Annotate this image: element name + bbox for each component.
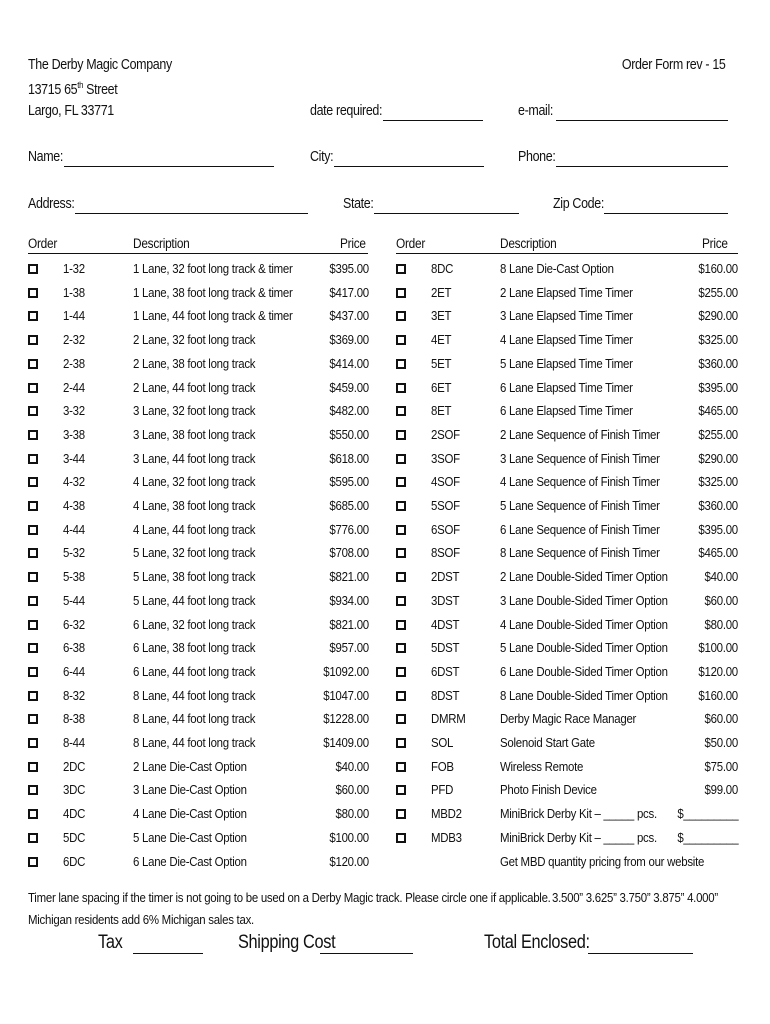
item-price: $325.00 [698, 474, 738, 490]
table-row [0, 664, 770, 688]
item-price: $40.00 [335, 758, 369, 774]
form-title: Order Form rev - 15 [622, 57, 726, 73]
city-label: City: [310, 149, 334, 165]
item-price: $160.00 [698, 261, 738, 276]
total-line[interactable] [588, 953, 693, 954]
item-price: $369.00 [329, 332, 369, 348]
table-row [0, 830, 770, 854]
shipping-label: Shipping Cost [238, 932, 336, 953]
item-price: $821.00 [329, 616, 369, 632]
table-row [0, 522, 770, 546]
order-checkbox[interactable] [396, 406, 406, 416]
item-code: 1-44 [63, 308, 85, 324]
item-price: $821.00 [329, 569, 369, 585]
item-code: 8-32 [63, 687, 85, 703]
zip-label: Zip Code: [553, 196, 604, 212]
item-code: 4-44 [63, 521, 85, 537]
item-price: $685.00 [329, 498, 369, 513]
right-order-header: Order [396, 236, 426, 251]
order-checkbox[interactable] [28, 691, 38, 701]
item-price: $99.00 [704, 782, 738, 798]
item-price: $120.00 [329, 853, 369, 869]
item-code: 2SOF [431, 426, 460, 442]
order-checkbox[interactable] [396, 572, 406, 582]
item-price: $934.00 [329, 592, 369, 608]
item-description: 3 Lane Elapsed Time Timer [500, 308, 633, 324]
item-code: 3SOF [431, 450, 460, 466]
item-description: 4 Lane, 32 foot long track [133, 474, 256, 490]
item-price: $_________ [677, 806, 738, 822]
item-price: $255.00 [698, 284, 738, 300]
order-checkbox[interactable] [396, 454, 406, 464]
item-description: 4 Lane Die-Cast Option [133, 806, 247, 822]
left-header-rule [28, 253, 368, 254]
tax-note: Michigan residents add 6% Michigan sales tax. [28, 912, 254, 927]
order-checkbox[interactable] [28, 572, 38, 582]
table-row [0, 427, 770, 451]
item-description: 2 Lane, 32 foot long track [133, 332, 256, 348]
item-code: 2DST [431, 569, 460, 585]
order-checkbox[interactable] [28, 454, 38, 464]
item-description: Solenoid Start Gate [500, 735, 595, 750]
item-price: $325.00 [698, 332, 738, 348]
item-code: 6DC [63, 853, 86, 869]
total-label: Total Enclosed: [484, 932, 590, 953]
table-row [0, 617, 770, 641]
spacing-note: Timer lane spacing if the timer is not going to be used on a Derby Magic track. Please circle one if applicable. [28, 890, 551, 905]
item-description: 3 Lane, 38 foot long track [133, 426, 256, 442]
item-code: SOL [431, 735, 454, 750]
order-checkbox[interactable] [28, 809, 38, 819]
order-checkbox[interactable] [396, 738, 406, 748]
table-row [0, 640, 770, 664]
street-sup: th [77, 80, 84, 90]
item-code: MDB3 [431, 829, 462, 845]
name-line[interactable] [64, 166, 274, 167]
item-code: 3-32 [63, 403, 85, 419]
item-code: 2DC [63, 758, 86, 774]
item-code: 8-44 [63, 735, 85, 750]
item-code: 2-38 [63, 355, 85, 371]
item-code: 4DC [63, 806, 86, 822]
order-checkbox[interactable] [28, 311, 38, 321]
item-code: 5-38 [63, 569, 85, 585]
item-code: 2ET [431, 284, 452, 300]
item-code: 4SOF [431, 474, 460, 490]
item-price: $360.00 [698, 355, 738, 371]
table-row [0, 759, 770, 783]
table-row [0, 380, 770, 404]
order-checkbox[interactable] [396, 359, 406, 369]
item-code: 8DST [431, 687, 460, 703]
item-code: DMRM [431, 711, 466, 727]
street-name: Street [83, 81, 118, 98]
table-row [0, 854, 770, 878]
item-code: 8-38 [63, 711, 85, 727]
order-checkbox[interactable] [28, 596, 38, 606]
item-code: MBD2 [431, 806, 462, 822]
order-checkbox[interactable] [28, 667, 38, 677]
item-code: 6ET [431, 379, 452, 395]
date-required-line[interactable] [383, 120, 483, 121]
item-description: 6 Lane, 32 foot long track [133, 616, 256, 632]
right-price-header: Price [702, 236, 728, 251]
date-required-label: date required: [310, 103, 383, 119]
item-price: $255.00 [698, 426, 738, 442]
table-row [0, 356, 770, 380]
item-description: 8 Lane, 44 foot long track [133, 687, 256, 703]
item-description: 4 Lane, 38 foot long track [133, 498, 256, 513]
item-code: FOB [431, 758, 454, 774]
order-checkbox[interactable] [28, 335, 38, 345]
item-description: 5 Lane Elapsed Time Timer [500, 355, 633, 371]
order-checkbox[interactable] [28, 762, 38, 772]
item-price: $80.00 [335, 806, 369, 822]
order-checkbox[interactable] [396, 335, 406, 345]
company-name: The Derby Magic Company [28, 57, 172, 73]
item-description: 8 Lane, 44 foot long track [133, 735, 256, 750]
tax-line[interactable] [133, 953, 203, 954]
item-description: 3 Lane, 32 foot long track [133, 403, 256, 419]
item-description: 6 Lane Elapsed Time Timer [500, 379, 633, 395]
item-code: 3-38 [63, 426, 85, 442]
order-checkbox[interactable] [28, 833, 38, 843]
company-street [28, 80, 117, 98]
city-line[interactable] [334, 166, 484, 167]
order-checkbox[interactable] [396, 809, 406, 819]
item-price: $1092.00 [323, 663, 369, 679]
item-description: 5 Lane, 38 foot long track [133, 569, 256, 585]
item-description: Photo Finish Device [500, 782, 597, 798]
email-label: e-mail: [518, 103, 554, 119]
order-checkbox[interactable] [28, 383, 38, 393]
item-price: $618.00 [329, 450, 369, 466]
item-description: 2 Lane Elapsed Time Timer [500, 284, 633, 300]
item-description: Derby Magic Race Manager [500, 711, 637, 727]
order-checkbox[interactable] [28, 548, 38, 558]
address-label: Address: [28, 196, 75, 212]
item-description: Get MBD quantity pricing from our website [500, 853, 705, 869]
order-checkbox[interactable] [28, 738, 38, 748]
item-price: $50.00 [704, 735, 738, 750]
item-description: 2 Lane Die-Cast Option [133, 758, 247, 774]
left-price-header: Price [340, 236, 366, 251]
order-checkbox[interactable] [28, 620, 38, 630]
item-code: 5ET [431, 355, 452, 371]
item-price: $550.00 [329, 426, 369, 442]
item-price: $482.00 [329, 403, 369, 419]
item-price: $120.00 [698, 663, 738, 679]
order-checkbox[interactable] [28, 643, 38, 653]
phone-label: Phone: [518, 149, 556, 165]
item-price: $957.00 [329, 640, 369, 656]
item-description: 6 Lane, 44 foot long track [133, 663, 256, 679]
item-price: $100.00 [698, 640, 738, 656]
order-checkbox[interactable] [28, 857, 38, 867]
order-checkbox[interactable] [28, 785, 38, 795]
table-row [0, 474, 770, 498]
order-checkbox[interactable] [396, 596, 406, 606]
item-description: MiniBrick Derby Kit – _____ pcs. [500, 829, 657, 845]
item-description: 1 Lane, 32 foot long track & timer [133, 261, 293, 276]
item-code: 2-32 [63, 332, 85, 348]
item-description: 4 Lane, 44 foot long track [133, 521, 256, 537]
order-checkbox[interactable] [396, 620, 406, 630]
item-description: 5 Lane Sequence of Finish Timer [500, 498, 660, 513]
order-checkbox[interactable] [396, 691, 406, 701]
state-line[interactable] [374, 213, 519, 214]
item-price: $60.00 [704, 711, 738, 727]
table-row [0, 285, 770, 309]
name-label: Name: [28, 149, 64, 165]
table-row [0, 569, 770, 593]
item-price: $708.00 [329, 545, 369, 561]
item-price: $100.00 [329, 829, 369, 845]
item-description: 8 Lane Sequence of Finish Timer [500, 545, 660, 561]
order-checkbox[interactable] [396, 667, 406, 677]
item-description: 6 Lane Double-Sided Timer Option [500, 663, 668, 679]
table-row [0, 261, 770, 285]
item-price: $776.00 [329, 521, 369, 537]
item-code: 3-44 [63, 450, 85, 466]
table-row [0, 403, 770, 427]
item-price: $290.00 [698, 450, 738, 466]
item-code: 6SOF [431, 521, 460, 537]
company-city-line: Largo, FL 33771 [28, 103, 114, 119]
tax-label: Tax [98, 932, 123, 953]
order-checkbox[interactable] [396, 714, 406, 724]
order-checkbox[interactable] [396, 833, 406, 843]
table-row [0, 545, 770, 569]
item-code: 4-32 [63, 474, 85, 490]
order-checkbox[interactable] [396, 311, 406, 321]
item-code: 6-38 [63, 640, 85, 656]
item-code: 5DST [431, 640, 460, 656]
order-checkbox[interactable] [396, 548, 406, 558]
item-code: 5SOF [431, 498, 460, 513]
item-code: PFD [431, 782, 454, 798]
item-price: $437.00 [329, 308, 369, 324]
item-price: $360.00 [698, 498, 738, 513]
item-code: 5-44 [63, 592, 85, 608]
item-description: 4 Lane Sequence of Finish Timer [500, 474, 660, 490]
item-code: 5DC [63, 829, 86, 845]
item-price: $160.00 [698, 687, 738, 703]
item-code: 6-44 [63, 663, 85, 679]
order-checkbox[interactable] [28, 501, 38, 511]
item-price: $459.00 [329, 379, 369, 395]
zip-line[interactable] [604, 213, 728, 214]
item-description: 2 Lane Sequence of Finish Timer [500, 426, 660, 442]
item-code: 3ET [431, 308, 452, 324]
left-description-header: Description [133, 236, 190, 251]
item-code: 4-38 [63, 498, 85, 513]
item-code: 2-44 [63, 379, 85, 395]
order-checkbox[interactable] [396, 785, 406, 795]
order-checkbox[interactable] [396, 288, 406, 298]
table-row [0, 593, 770, 617]
item-price: $75.00 [704, 758, 738, 774]
street-number: 13715 65 [28, 81, 78, 98]
item-description: 5 Lane, 44 foot long track [133, 592, 256, 608]
order-checkbox[interactable] [396, 383, 406, 393]
item-description: 6 Lane, 38 foot long track [133, 640, 256, 656]
item-code: 8DC [431, 261, 454, 276]
item-price: $1047.00 [323, 687, 369, 703]
right-header-rule [396, 253, 738, 254]
table-row [0, 735, 770, 759]
item-description: 8 Lane Die-Cast Option [500, 261, 614, 276]
order-checkbox[interactable] [396, 477, 406, 487]
left-order-header: Order [28, 236, 58, 251]
table-row [0, 308, 770, 332]
item-price: $1228.00 [323, 711, 369, 727]
item-price: $40.00 [704, 569, 738, 585]
item-price: $395.00 [698, 521, 738, 537]
right-description-header: Description [500, 236, 557, 251]
spacing-options[interactable]: 3.500” 3.625” 3.750” 3.875” 4.000” [552, 890, 718, 905]
item-code: 8SOF [431, 545, 460, 561]
address-line[interactable] [75, 213, 308, 214]
order-checkbox[interactable] [28, 406, 38, 416]
shipping-line[interactable] [320, 953, 413, 954]
item-price: $395.00 [698, 379, 738, 395]
item-description: 5 Lane Double-Sided Timer Option [500, 640, 668, 656]
item-description: 6 Lane Elapsed Time Timer [500, 403, 633, 419]
item-price: $414.00 [329, 355, 369, 371]
item-code: 4ET [431, 332, 452, 348]
order-checkbox[interactable] [28, 525, 38, 535]
item-code: 5-32 [63, 545, 85, 561]
table-row [0, 451, 770, 475]
table-row [0, 711, 770, 735]
order-checkbox[interactable] [28, 288, 38, 298]
order-checkbox[interactable] [396, 264, 406, 274]
order-checkbox[interactable] [28, 430, 38, 440]
item-description: 2 Lane, 38 foot long track [133, 355, 256, 371]
item-description: 5 Lane, 32 foot long track [133, 545, 256, 561]
item-code: 1-38 [63, 284, 85, 300]
item-price: $395.00 [329, 261, 369, 276]
item-description: 8 Lane Double-Sided Timer Option [500, 687, 668, 703]
item-code: 8ET [431, 403, 452, 419]
item-price: $60.00 [335, 782, 369, 798]
order-checkbox[interactable] [28, 477, 38, 487]
item-code: 4DST [431, 616, 460, 632]
item-description: 3 Lane Double-Sided Timer Option [500, 592, 668, 608]
item-price: $1409.00 [323, 735, 369, 750]
table-row [0, 806, 770, 830]
state-label: State: [343, 196, 374, 212]
item-description: 1 Lane, 44 foot long track & timer [133, 308, 293, 324]
order-checkbox[interactable] [396, 501, 406, 511]
item-code: 1-32 [63, 261, 85, 276]
table-row [0, 688, 770, 712]
item-description: 1 Lane, 38 foot long track & timer [133, 284, 293, 300]
item-code: 6DST [431, 663, 460, 679]
item-description: Wireless Remote [500, 758, 584, 774]
order-checkbox[interactable] [396, 430, 406, 440]
item-description: 2 Lane Double-Sided Timer Option [500, 569, 668, 585]
item-price: $_________ [677, 829, 738, 845]
item-description: MiniBrick Derby Kit – _____ pcs. [500, 806, 657, 822]
order-checkbox[interactable] [28, 714, 38, 724]
item-description: 4 Lane Elapsed Time Timer [500, 332, 633, 348]
item-code: 3DST [431, 592, 460, 608]
table-row [0, 332, 770, 356]
item-description: 2 Lane, 44 foot long track [133, 379, 256, 395]
item-price: $595.00 [329, 474, 369, 490]
order-checkbox[interactable] [396, 643, 406, 653]
email-line[interactable] [556, 120, 728, 121]
order-checkbox[interactable] [28, 359, 38, 369]
item-description: 4 Lane Double-Sided Timer Option [500, 616, 668, 632]
item-price: $60.00 [704, 592, 738, 608]
item-price: $465.00 [698, 403, 738, 419]
item-price: $290.00 [698, 308, 738, 324]
order-checkbox[interactable] [396, 525, 406, 535]
item-description: 5 Lane Die-Cast Option [133, 829, 247, 845]
phone-line[interactable] [556, 166, 728, 167]
item-code: 6-32 [63, 616, 85, 632]
table-row [0, 498, 770, 522]
item-price: $417.00 [329, 284, 369, 300]
item-price: $80.00 [704, 616, 738, 632]
item-price: $465.00 [698, 545, 738, 561]
item-description: 3 Lane Die-Cast Option [133, 782, 247, 798]
item-description: 3 Lane Sequence of Finish Timer [500, 450, 660, 466]
item-code: 3DC [63, 782, 86, 798]
item-description: 3 Lane, 44 foot long track [133, 450, 256, 466]
order-checkbox[interactable] [396, 762, 406, 772]
order-checkbox[interactable] [28, 264, 38, 274]
item-description: 6 Lane Sequence of Finish Timer [500, 521, 660, 537]
table-row [0, 782, 770, 806]
item-description: 6 Lane Die-Cast Option [133, 853, 247, 869]
item-description: 8 Lane, 44 foot long track [133, 711, 256, 727]
